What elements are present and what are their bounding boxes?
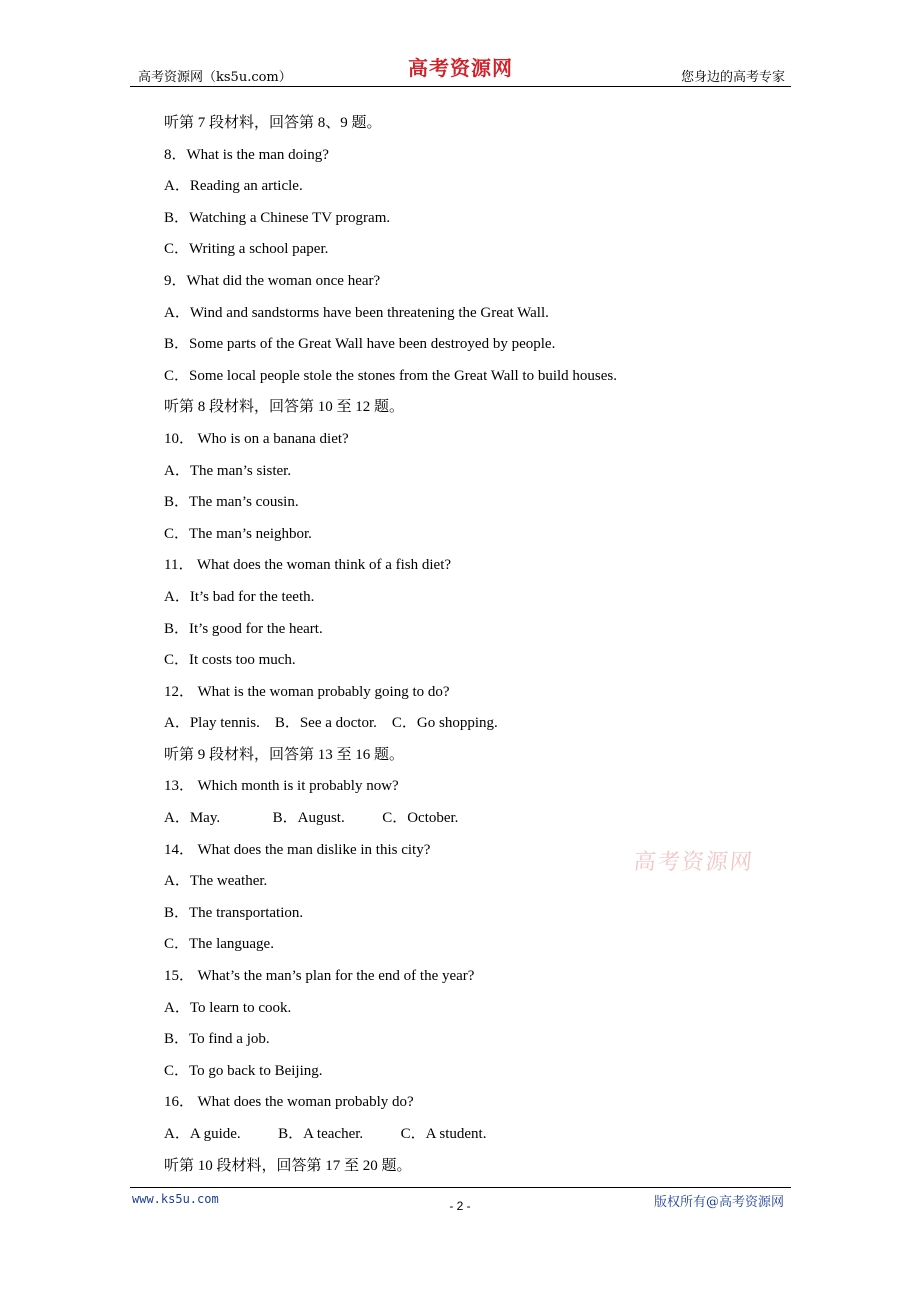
text-line: 听第 7 段材料，回答第 8、9 题。 [164,115,382,131]
text-line: C．The language. [164,936,274,953]
text-line: 8．What is the man doing? [164,146,329,163]
text-line: A．It’s bad for the teeth. [164,588,315,605]
text-line: A．Reading an article. [164,178,303,195]
text-line: 13． Which month is it probably now? [164,778,399,795]
text-line: A．Wind and sandstorms have been threatening the Great Wall. [164,304,549,321]
text-line: 9．What did the woman once hear? [164,272,381,289]
footer-divider [130,1187,791,1188]
text-line: C．It costs too much. [164,652,296,669]
text-line: C．Writing a school paper. [164,241,329,258]
text-line: C．To go back to Beijing. [164,1062,323,1079]
text-line: B．Some parts of the Great Wall have been destroyed by people. [164,336,556,353]
page-number: - 2 - [449,1199,471,1213]
footer-url-link[interactable]: www.ks5u.com [132,1192,219,1206]
header-site-name: 高考资源网（ks5u.com） [138,70,292,85]
text-line: A．The weather. [164,873,268,890]
text-line: 14． What does the man dislike in this city? [164,841,431,858]
text-line: A．To learn to cook. [164,999,292,1016]
text-line: 听第 8 段材料，回答第 10 至 12 题。 [164,399,405,416]
footer-copyright: 版权所有@高考资源网 [653,1195,784,1210]
text-line: C．The man’s neighbor. [164,525,312,542]
text-line: C．Some local people stole the stones from the Great Wall to build houses. [164,367,618,384]
text-line: 15． What’s the man’s plan for the end of the year? [164,968,475,985]
text-line: B．It’s good for the heart. [164,620,323,637]
header-tagline: 您身边的高考专家 [680,70,785,85]
text-line: A．The man’s sister. [164,462,292,479]
text-line: A．Play tennis. B．See a doctor. C．Go shopping. [164,715,498,732]
text-line: B．To find a job. [164,1031,270,1048]
text-line: 听第 9 段材料，回答第 13 至 16 题。 [164,746,405,763]
header-divider [130,86,791,87]
header-logo: 高考资源网 [408,56,513,80]
text-line: 16． What does the woman probably do? [164,1094,414,1111]
text-line: 10． Who is on a banana diet? [164,430,349,447]
question-list [164,112,784,1186]
text-line: B．The transportation. [164,904,304,921]
watermark: 高考资源网 [632,850,756,875]
page-header [130,56,791,86]
text-line: B．Watching a Chinese TV program. [164,209,391,226]
text-line: 11． What does the woman think of a fish diet? [164,557,452,574]
text-line: A．A guide. B．A teacher. C．A student. [164,1126,487,1142]
text-line: 12． What is the woman probably going to do? [164,683,450,700]
text-line: B．The man’s cousin. [164,494,299,511]
text-line: A．May. B．August. C．October. [164,810,459,827]
text-line: 听第 10 段材料，回答第 17 至 20 题。 [164,1157,412,1174]
